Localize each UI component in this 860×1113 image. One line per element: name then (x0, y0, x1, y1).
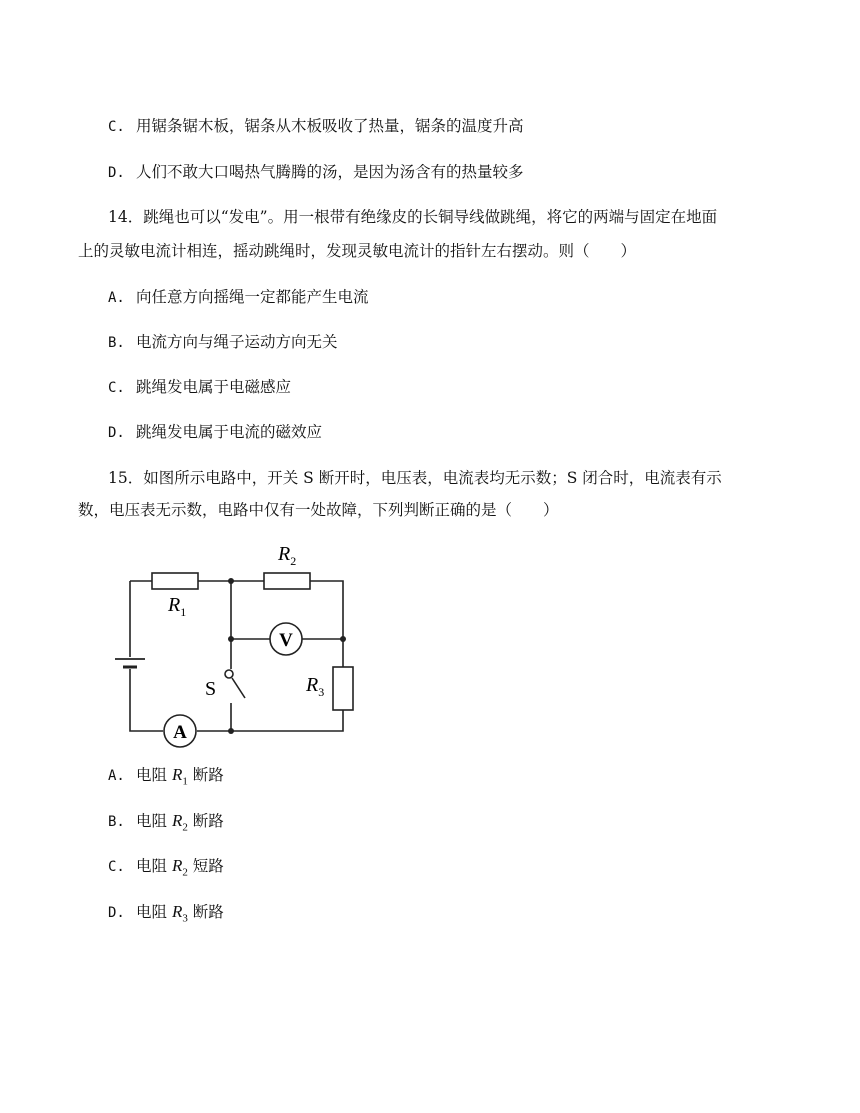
q14-option-b (108, 330, 338, 352)
voltmeter-label: V (279, 630, 293, 651)
q15-stem-line1 (78, 466, 780, 488)
option-suffix: 短路 (192, 857, 224, 875)
q14-stem-line2 (78, 239, 780, 261)
q15-stem-line2 (78, 498, 780, 520)
q15-option-b (108, 809, 224, 833)
switch-contact (225, 670, 233, 678)
q14-stem-text-1: 14．跳绳也可以“发电”。用一根带有绝缘皮的长铜导线做跳绳，将它的两端与固定在地面 (108, 208, 718, 226)
q14-option-c (108, 375, 291, 397)
option-variable: $R_3$ (171, 902, 188, 925)
option-text: 向任意方向摇绳一定都能产生电流 (136, 288, 369, 306)
q13-option-c (108, 114, 524, 136)
resistor-r2 (264, 573, 310, 589)
option-variable: $R_2$ (171, 856, 188, 879)
option-suffix: 断路 (192, 766, 224, 784)
resistor-r3 (333, 667, 353, 710)
junction-dot (228, 578, 234, 584)
wire-bottom-right (197, 710, 343, 731)
option-prefix: 电阻 (136, 903, 168, 921)
resistor-r1 (152, 573, 198, 589)
switch-blade (232, 678, 245, 698)
option-suffix: 断路 (192, 903, 224, 921)
circuit-diagram (108, 538, 368, 748)
option-letter: C. (108, 380, 125, 396)
option-letter: D. (108, 905, 125, 921)
q13-option-d (108, 160, 524, 182)
junction-dot (340, 636, 346, 642)
r3-label: $R_3$ (306, 674, 325, 699)
wire-top-right (310, 581, 343, 667)
q14-option-a (108, 285, 369, 307)
junction-dot (228, 636, 234, 642)
option-prefix: 电阻 (136, 857, 168, 875)
option-suffix: 断路 (192, 812, 224, 830)
r1-label: $R_1$ (168, 594, 187, 619)
q15-stem-text-1: 15．如图所示电路中，开关 S 断开时，电压表，电流表均无示数；S 闭合时，电流表有示 (108, 469, 722, 487)
option-letter: C. (108, 119, 125, 135)
option-letter: B. (108, 814, 125, 830)
option-letter: C. (108, 859, 125, 875)
ammeter-label: A (173, 722, 187, 743)
junction-dot (228, 728, 234, 734)
option-letter: B. (108, 335, 125, 351)
q14-option-d (108, 420, 322, 442)
option-prefix: 电阻 (136, 766, 168, 784)
option-letter: A. (108, 768, 125, 784)
q14-stem-text-2: 上的灵敏电流计相连，摇动跳绳时，发现灵敏电流计的指针左右摆动。则（ ） (78, 242, 637, 260)
option-prefix: 电阻 (136, 812, 168, 830)
option-letter: D. (108, 165, 125, 181)
r2-label: $R_2$ (278, 543, 297, 568)
option-text: 跳绳发电属于电磁感应 (136, 378, 292, 396)
option-variable: $R_2$ (171, 811, 188, 834)
q15-stem-text-2: 数，电压表无示数，电路中仅有一处故障，下列判断正确的是（ ） (78, 501, 559, 519)
q15-option-d (108, 900, 224, 924)
q15-option-a (108, 763, 224, 787)
option-text: 电流方向与绳子运动方向无关 (136, 333, 338, 351)
option-letter: A. (108, 290, 125, 306)
option-variable: $R_1$ (171, 765, 188, 788)
q14-stem-line1 (78, 205, 780, 227)
option-text: 人们不敢大口喝热气腾腾的汤，是因为汤含有的热量较多 (136, 163, 524, 181)
wire-bottom-left (130, 669, 163, 731)
option-letter: D. (108, 425, 125, 441)
option-text: 用锯条锯木板，锯条从木板吸收了热量，锯条的温度升高 (136, 117, 524, 135)
option-text: 跳绳发电属于电流的磁效应 (136, 423, 323, 441)
q15-option-c (108, 854, 224, 878)
switch-label: S (205, 678, 217, 700)
